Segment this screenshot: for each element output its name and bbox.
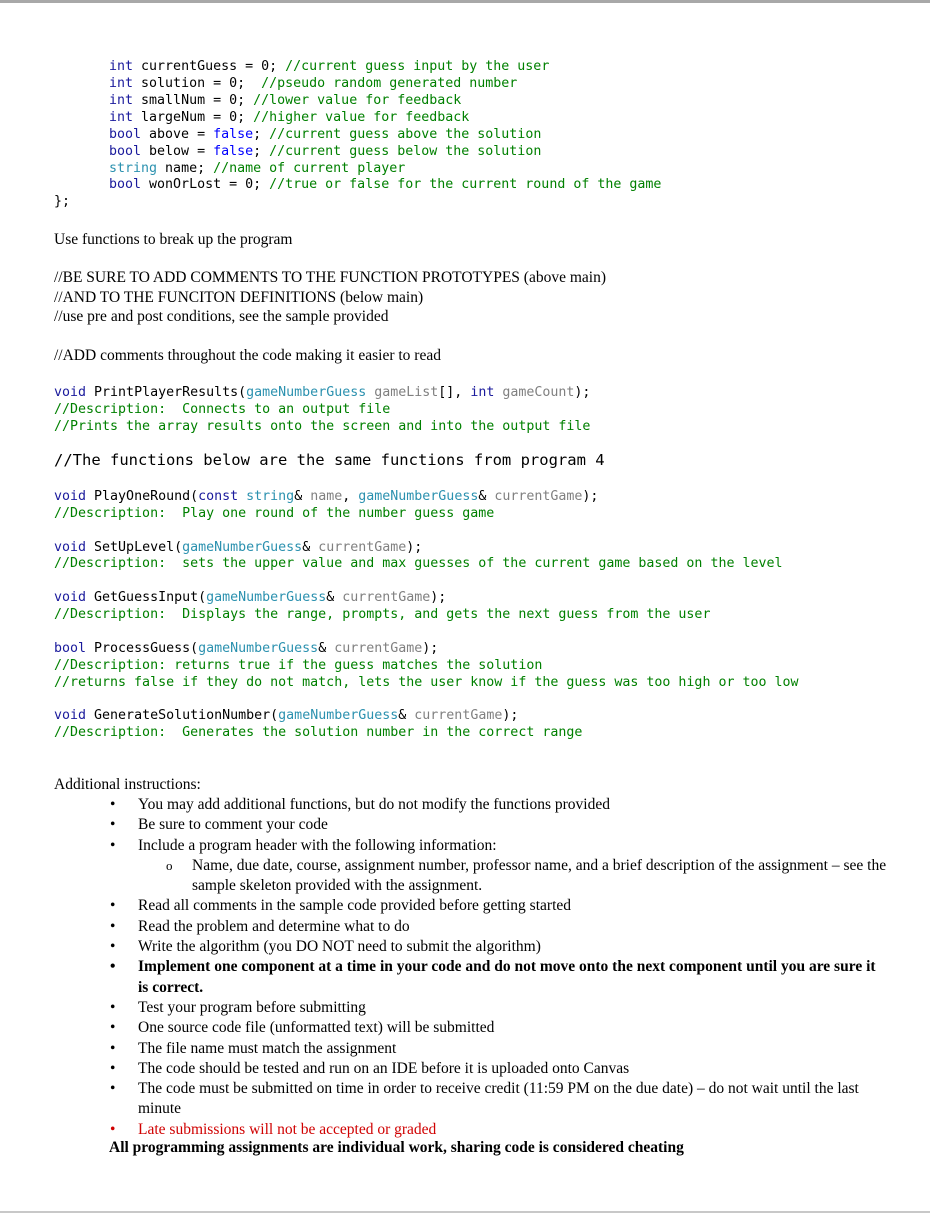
desc-getguess: //Description: Displays the range, prompts, and gets the next guess from the user: [54, 607, 711, 622]
list-item: • Test your program before submitting: [108, 998, 888, 1018]
code-line-smallnum: int smallNum = 0; //lower value for feedback: [109, 93, 462, 108]
code-line-above: bool above = false; //current guess above the solution: [109, 127, 542, 142]
desc-print-1: //Description: Connects to an output file: [54, 402, 391, 417]
code-line-name: string name; //name of current player: [109, 161, 406, 176]
use-functions-text: Use functions to break up the program: [54, 231, 293, 248]
list-item: • The file name must match the assignment: [108, 1039, 888, 1059]
comment-definitions: //AND TO THE FUNCITON DEFINITIONS (below main): [54, 289, 424, 306]
desc-play: //Description: Play one round of the number guess game: [54, 506, 495, 521]
proto-get-guess-input: void GetGuessInput(gameNumberGuess& currentGame);: [54, 590, 447, 605]
code-line-solution: int solution = 0; //pseudo random generated number: [109, 76, 518, 91]
additional-instructions-title: Additional instructions:: [54, 776, 201, 793]
list-item: • The code must be submitted on time in order to receive credit (11:59 PM on the due date) – do not wait until the last minute: [108, 1079, 888, 1120]
list-item: • Write the algorithm (you DO NOT need to submit the algorithm): [108, 937, 888, 957]
list-item: • Be sure to comment your code: [108, 815, 888, 835]
individual-work-notice: All programming assignments are individual work, sharing code is considered cheating: [109, 1139, 684, 1156]
instructions-list: [108, 795, 888, 1140]
desc-process-1: //Description: returns true if the guess matches the solution: [54, 658, 543, 673]
comment-readability: //ADD comments throughout the code making it easier to read: [54, 347, 441, 364]
proto-set-up-level: void SetUpLevel(gameNumberGuess& currentGame);: [54, 540, 423, 555]
comment-prototypes: //BE SURE TO ADD COMMENTS TO THE FUNCTION PROTOTYPES (above main): [54, 269, 607, 286]
sub-list-item: o Name, due date, course, assignment number, professor name, and a brief description of the assignment – see the sample skeleton provided with the assignment.: [162, 856, 888, 897]
list-item: • Implement one component at a time in your code and do not move onto the next component until you are sure it is correct.: [108, 957, 888, 998]
proto-process-guess: bool ProcessGuess(gameNumberGuess& currentGame);: [54, 641, 439, 656]
page-bottom-border: [0, 1211, 930, 1213]
desc-process-2: //returns false if they do not match, lets the user know if the guess was too high or too low: [54, 675, 799, 690]
list-item: • Read all comments in the sample code provided before getting started: [108, 896, 888, 916]
list-item: • Include a program header with the following information:: [108, 836, 888, 856]
late-submission-warning: • Late submissions will not be accepted or graded: [108, 1120, 888, 1140]
program4-heading: //The functions below are the same functions from program 4: [54, 451, 605, 469]
proto-play-one-round: void PlayOneRound(const string& name, gameNumberGuess& currentGame);: [54, 489, 599, 504]
desc-print-2: //Prints the array results onto the screen and into the output file: [54, 419, 591, 434]
list-item: • The code should be tested and run on an IDE before it is uploaded onto Canvas: [108, 1059, 888, 1079]
desc-generate: //Description: Generates the solution number in the correct range: [54, 725, 583, 740]
code-line-wonorlost: bool wonOrLost = 0; //true or false for the current round of the game: [109, 177, 662, 192]
proto-print-player-results: void PrintPlayerResults(gameNumberGuess gameList[], int gameCount);: [54, 385, 591, 400]
list-item: • One source code file (unformatted text) will be submitted: [108, 1018, 888, 1038]
list-item: • Read the problem and determine what to do: [108, 917, 888, 937]
desc-setup: //Description: sets the upper value and max guesses of the current game based on the level: [54, 556, 783, 571]
code-line-currentguess: int currentGuess = 0; //current guess input by the user: [109, 59, 550, 74]
proto-generate-solution-number: void GenerateSolutionNumber(gameNumberGuess& currentGame);: [54, 708, 519, 723]
struct-closing: };: [54, 194, 71, 209]
comment-conditions: //use pre and post conditions, see the sample provided: [54, 308, 389, 325]
list-item: • You may add additional functions, but do not modify the functions provided: [108, 795, 888, 815]
code-line-below: bool below = false; //current guess below the solution: [109, 144, 542, 159]
code-line-largenum: int largeNum = 0; //higher value for feedback: [109, 110, 470, 125]
